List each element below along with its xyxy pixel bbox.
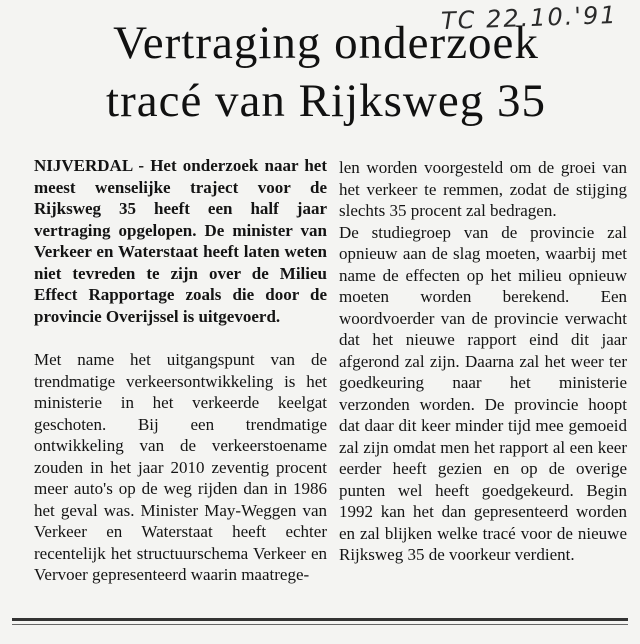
article-headline [26,14,626,130]
article-body-paragraph: Met name het uitgangspunt van de trendmatige verkeersontwikkeling is het ministerie in het verkeerde keelgat geschoten. Bij een trendmatige ontwikkeling van de verkeerstoename zouden in het jaar 2010 zeventig procent meer auto's op de weg rijden dan in 1986 het geval was. Minister May-Weggen van Verkeer en Waterstaat heeft echter recentelijk het structuurschema Verkeer en Vervoer gepresenteerd waarin maatrege- [34,350,327,584]
headline-line-2: tracé van Rijksweg 35 [106,75,546,127]
article-body-paragraph: De studiegroep van de provincie zal opnieuw aan de slag moeten, waarbij met name de effecten op het milieu opnieuw moeten worden berekend. Een woordvoerder van de provincie verwacht dat het nieuwe rapport eind dit jaar afgerond zal zijn. Daarna zal het weer ter goedkeuring naar het ministerie verzonden worden. De provincie hoopt dat daar dit keer minder tijd mee gemoeid zal zijn omdat men het rapport al een keer eerder heeft gezien en op de overige punten wel heeft goedgekeurd. Begin 1992 kan het dan gepresenteerd worden en zal blijken welke tracé voor de nieuwe Rijksweg 35 de voorkeur verdient. [339,222,627,564]
article-column-1 [34,155,327,586]
headline-line-1: Vertraging onderzoek [113,17,539,69]
bottom-rule [12,618,628,621]
article-column-2 [339,157,627,566]
article-lead-paragraph: NIJVERDAL - Het onderzoek naar het meest wenselijke traject voor de Rijksweg 35 heeft een half jaar vertraging opgelopen. De minister van Verkeer en Waterstaat heeft laten weten niet tevreden te zijn over de Milieu Effect Rapportage zoals die door de provincie Overijssel is uitgevoerd. [34,156,327,326]
bottom-rule-thin [12,624,628,625]
article-body-paragraph: len worden voorgesteld om de groei van het verkeer te remmen, zodat de stijging slechts 35 procent zal bedragen. [339,158,627,220]
handwritten-date-annotation: TC 22.10.'91 [441,0,619,36]
